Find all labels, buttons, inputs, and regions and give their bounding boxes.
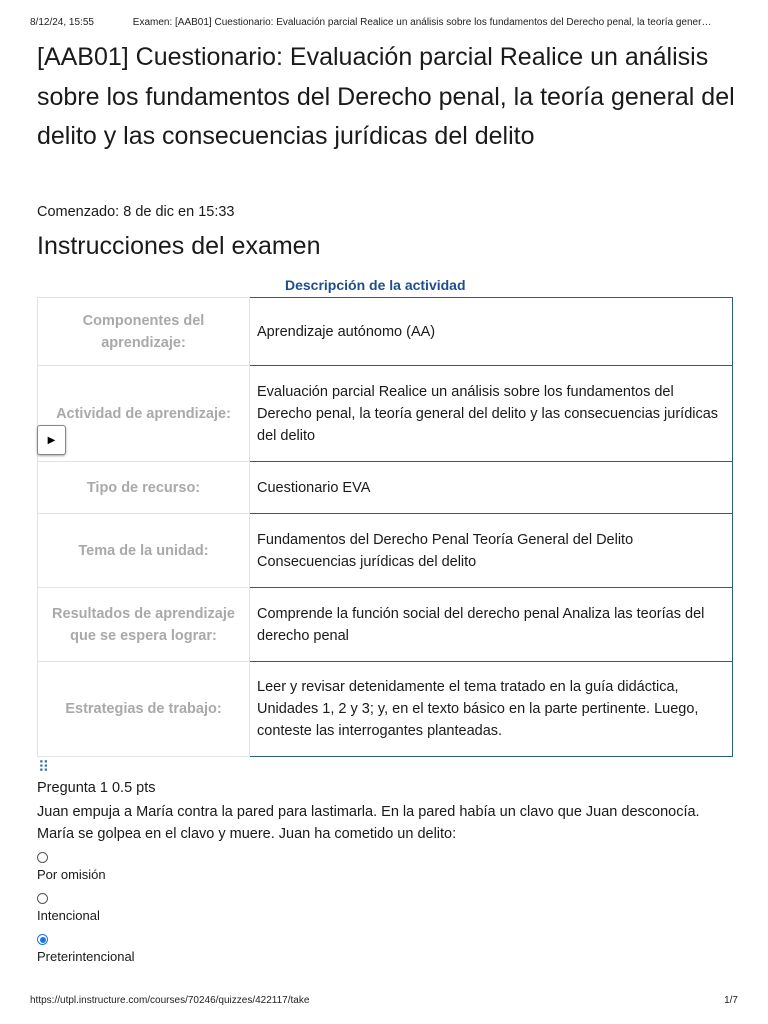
table-row	[38, 588, 733, 662]
row-label-tipo-recurso: Tipo de recurso:	[38, 462, 250, 514]
expand-button[interactable]	[37, 425, 66, 455]
drag-dots-icon[interactable]: ⠿	[38, 759, 49, 776]
row-value-tema: Fundamentos del Derecho Penal Teoría General del Delito Consecuencias jurídicas del delito	[250, 514, 733, 588]
answer-label: Por omisión	[37, 867, 106, 882]
table-row	[38, 462, 733, 514]
row-value-componentes: Aprendizaje autónomo (AA)	[250, 298, 733, 366]
row-label-actividad: Actividad de aprendizaje:	[38, 366, 250, 462]
radio-button-selected[interactable]	[37, 934, 48, 945]
print-date: 8/12/24, 15:55	[30, 17, 94, 28]
row-value-actividad: Evaluación parcial Realice un análisis sobre los fundamentos del Derecho penal, la teoría general del delito y las consecuencias jurídicas del delito	[250, 366, 733, 462]
print-page-title: Examen: [AAB01] Cuestionario: Evaluación parcial Realice un análisis sobre los fundamentos del Derecho penal, la teoría gener…	[132, 17, 712, 28]
print-header	[30, 17, 738, 28]
quiz-started-time: Comenzado: 8 de dic en 15:33	[37, 204, 235, 220]
play-triangle-icon: ▶	[47, 434, 56, 446]
answer-label: Intencional	[37, 908, 100, 923]
row-value-resultados: Comprende la función social del derecho penal Analiza las teorías del derecho penal	[250, 588, 733, 662]
table-row	[38, 514, 733, 588]
radio-button[interactable]	[37, 893, 48, 904]
answer-option-intencional[interactable]	[37, 893, 100, 923]
activity-description-table	[37, 297, 733, 757]
row-label-tema: Tema de la unidad:	[38, 514, 250, 588]
table-row	[38, 366, 733, 462]
table-row	[38, 298, 733, 366]
question-text: Juan empuja a María contra la pared para lastimarla. En la pared había un clavo que Juan desconocía. María se golpea en el clavo y muere. Juan ha cometido un delito:	[37, 804, 700, 842]
table-row	[38, 662, 733, 757]
answer-label: Preterintencional	[37, 949, 135, 964]
question-header: Pregunta 1 0.5 pts	[37, 780, 156, 796]
answer-option-preterintencional[interactable]	[37, 934, 135, 964]
activity-table-caption: Descripción de la actividad	[285, 277, 466, 293]
radio-button[interactable]	[37, 852, 48, 863]
row-label-resultados: Resultados de aprendizaje que se espera lograr:	[38, 588, 250, 662]
instructions-heading: Instrucciones del examen	[37, 232, 321, 260]
row-label-componentes: Componentes del aprendizaje:	[38, 298, 250, 366]
print-footer-url: https://utpl.instructure.com/courses/70246/quizzes/422117/take	[30, 995, 310, 1006]
answer-option-por-omision[interactable]	[37, 852, 106, 882]
print-page-number: 1/7	[724, 995, 738, 1006]
row-label-estrategias: Estrategias de trabajo:	[38, 662, 250, 757]
row-value-estrategias: Leer y revisar detenidamente el tema tratado en la guía didáctica, Unidades 1, 2 y 3; y, en el texto básico en la parte pertinente. Luego, conteste las interrogantes planteadas.	[250, 662, 733, 757]
quiz-title: [AAB01] Cuestionario: Evaluación parcial Realice un análisis sobre los fundamentos del Derecho penal, la teoría general del delito y las consecuencias jurídicas del delito	[37, 43, 735, 150]
row-value-tipo-recurso: Cuestionario EVA	[250, 462, 733, 514]
